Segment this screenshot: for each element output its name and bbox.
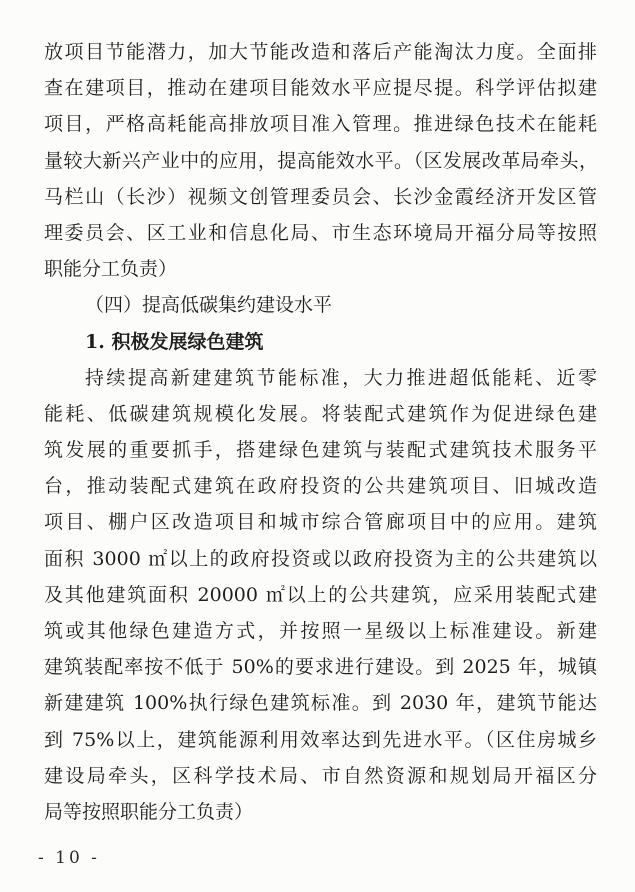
page-number: - 10 -	[38, 848, 100, 868]
text-line: 筑或其他绿色建造方式，并按照一星级以上标准建设。新建	[44, 620, 597, 642]
text-line: 理委员会、区工业和信息化局、市生态环境局开福分局等按照	[44, 221, 597, 244]
text-line: 台，推动装配式建筑在政府投资的公共建筑项目、旧城改造	[44, 475, 597, 498]
text-line: 查在建项目，推动在建项目能效水平应提尽提。科学评估拟建	[44, 77, 597, 100]
text-line: 面积 3000 ㎡以上的政府投资或以政府投资为主的公共建筑以	[44, 547, 597, 570]
text-line: 项目，严格高耗能高排放项目准入管理。推进绿色技术在能耗	[44, 113, 597, 136]
text-line: 及其他建筑面积 20000 ㎡以上的公共建筑，应采用装配式建	[44, 583, 597, 606]
text-line: 建设局牵头，区科学技术局、市自然资源和规划局开福区分	[44, 764, 597, 787]
text-line: 项目、棚户区改造项目和城市综合管廊项目中的应用。建筑	[44, 511, 597, 534]
text-line: 局等按照职能分工负责）	[44, 800, 254, 823]
section-heading: （四）提高低碳集约建设水平	[85, 294, 333, 317]
text-line: 放项目节能潜力，加大节能改造和落后产能淘汰力度。全面排	[44, 41, 597, 63]
body-paragraph	[44, 360, 597, 830]
text-line: 量较大新兴产业中的应用，提高能效水平。（区发展改革局牵头，	[44, 149, 597, 172]
text-line: 新建建筑 100%执行绿色建筑标准。到 2030 年，建筑节能达	[44, 692, 597, 715]
text-line: 建筑装配率按不低于 50%的要求进行建设。到 2025 年，城镇	[44, 656, 597, 679]
text-line: 职能分工负责）	[44, 258, 178, 281]
text-line: 能耗、低碳建筑规模化发展。将装配式建筑作为促进绿色建	[44, 402, 597, 425]
text-line: 持续提高新建建筑节能标准，大力推进超低能耗、近零	[85, 366, 597, 389]
body-paragraph	[44, 34, 597, 287]
text-line: 筑发展的重要抓手，搭建绿色建筑与装配式建筑技术服务平	[44, 439, 597, 462]
text-line: 马栏山（长沙）视频文创管理委员会、长沙金霞经济开发区管	[44, 185, 597, 208]
document-page	[44, 34, 597, 830]
text-line: 到 75%以上，建筑能源利用效率达到先进水平。（区住房城乡	[44, 728, 597, 751]
subsection-heading: 1. 积极发展绿色建筑	[85, 330, 264, 353]
